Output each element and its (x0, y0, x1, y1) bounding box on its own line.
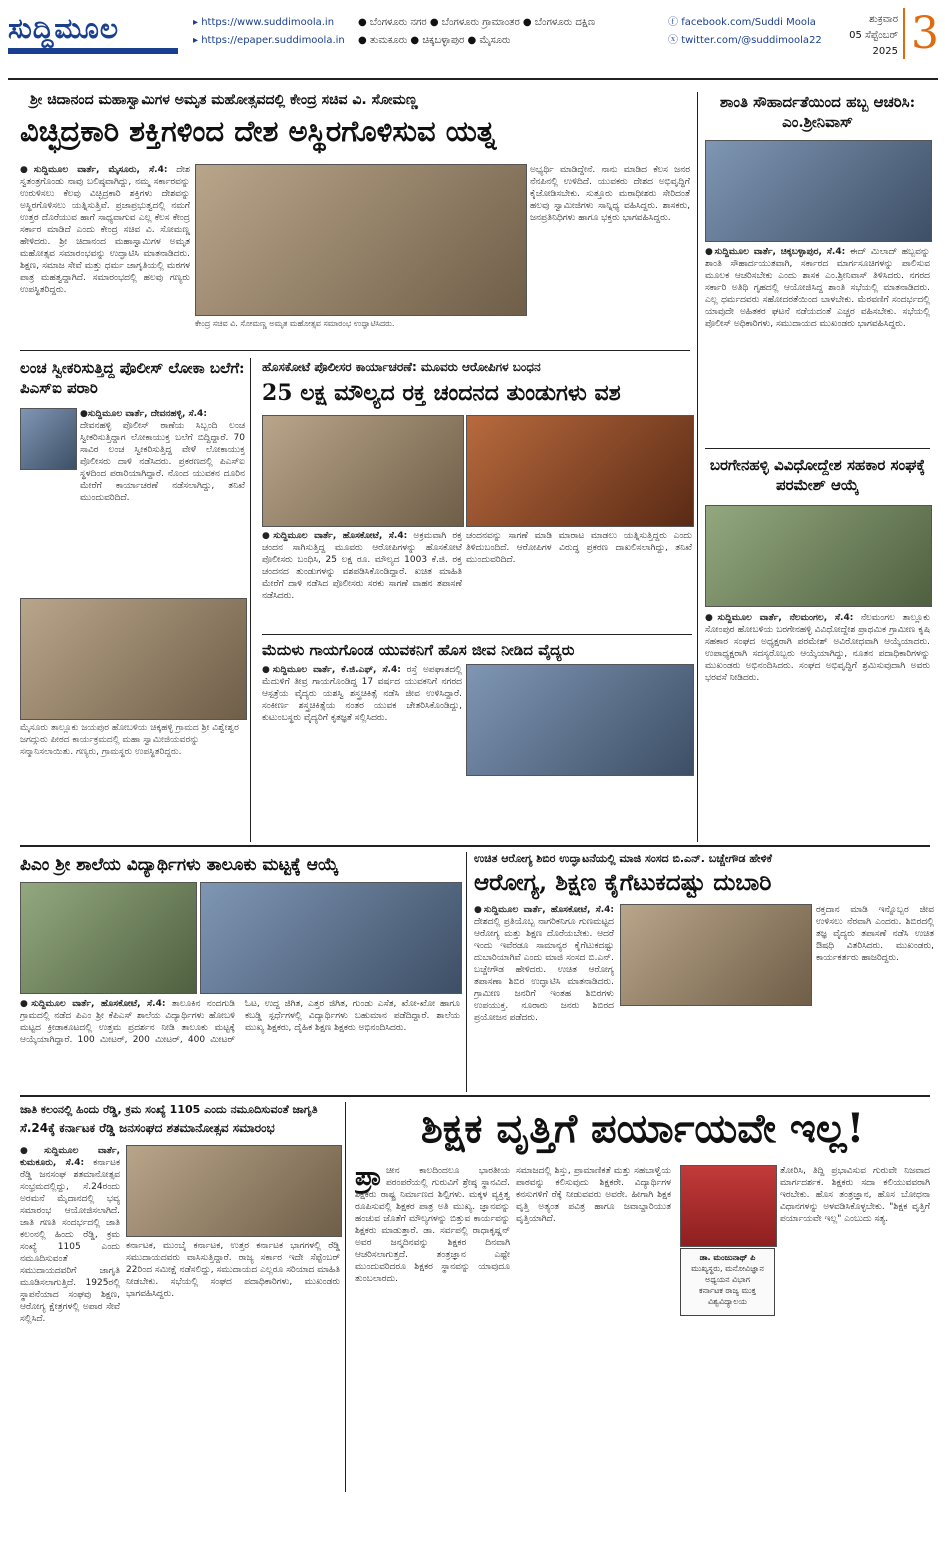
mysore-event-caption: ಮೈಸೂರು ತಾಲ್ಲೂಕು ಜಯಪುರ ಹೋಬಳಿಯ ಚಿಕ್ಕಹಳ್ಳಿ ಗ್ರಾಮದ ಶ್ರೀ ವಿಶ್ವೇಶ್ವರ ಜಗದ್ಗುರು ಪೀಠದ ಕಾರ್ಯಕ್ರಮದಲ್ಲಿ ಮಹಾ ಸ್ವಾಮೀಜಿಯವರನ್ನು ಸನ್ಮಾನಿಸಲಾಯಿತು. ಗಣ್ಯರು, ಗ್ರಾಮಸ್ಥರು ಉಪಸ್ಥಿತರಿದ್ದರು. (20, 723, 239, 757)
doctor-patient-photo (466, 664, 694, 776)
bribe-dateline: ●ಸುದ್ದಿಮೂಲ ವಾರ್ತೆ, ದೇವನಹಳ್ಳಿ, ಸೆ.4: (80, 409, 207, 419)
regions-line-1: ● ಬೆಂಗಳೂರು ನಗರ ● ಬೆಂಗಳೂರು ಗ್ರಾಮಾಂತರ ● ಬೆಂಗಳೂರು ದಕ್ಷಿಣ (358, 17, 596, 28)
srinivas-body (705, 246, 930, 442)
somanna-text: ದೇಶ ಸ್ವತಂತ್ರಗೊಂಡು ನಾವು ಬಲಿಷ್ಠವಾಗಿದ್ದು, ನಮ್ಮ ಸರ್ಕಾರವನ್ನು ಉರುಳಿಸಲು ಕೆಲವು ವಿಚ್ಛಿದ್ರಕಾರಿ ಶಕ್ತಿಗಳು ದೇಶವನ್ನು ಅಸ್ಥಿರಗೊಳಿಸಲು ಯತ್ನಿಸುತ್ತಿವೆ. ಪ್ರಜಾಪ್ರಭುತ್ವದಲ್ಲಿ ನಮಗೆ ಉತ್ತರ ದೊರೆಯುವ ಹಾಗೆ ಸಾಧ್ಯವಾಗುವ ಎಲ್ಲ ಕೆಲಸ ಕೇಂದ್ರ ಸರ್ಕಾರ ಮಾಡಿದೆ ಎಂದು ಕೇಂದ್ರ ಸಚಿವ ವಿ. ಸೋಮಣ್ಣ ಹೇಳಿದರು. ಶ್ರೀ ಚಿದಾನಂದ ಮಹಾಸ್ವಾಮಿಗಳ ಅಮೃತ ಮಹೋತ್ಸವ ಸಮಾರಂಭವನ್ನು ಉದ್ಘಾಟಿಸಿ ಮಾತನಾಡಿದರು. ಶಿಕ್ಷಣ, ಸಮಾಜ ಸೇವೆ ಮತ್ತು ಧರ್ಮ ಜಾಗೃತಿಯಲ್ಲಿ ಮಠಗಳ ಪಾತ್ರ ಮಹತ್ವದ್ದಾಗಿದೆ. ಸಮಾರಂಭದಲ್ಲಿ ಹಲವು ಗಣ್ಯರು ಉಪಸ್ಥಿತರಿದ್ದರು. (20, 165, 190, 295)
health-camp-photo (620, 904, 812, 1006)
divider (20, 1095, 930, 1097)
author-role-3: ಕರ್ನಾಟಕ ರಾಜ್ಯ ಮುಕ್ತ ವಿಶ್ವವಿದ್ಯಾಲಯ (699, 1286, 756, 1306)
logo-underline (8, 48, 178, 54)
srinivas-headline: ಶಾಂತಿ ಸೌಹಾರ್ದತೆಯಿಂದ ಹಬ್ಬ ಆಚರಿಸಿ: ಎಂ.ಶ್ರೀನಿವಾಸ್ (719, 93, 916, 131)
somanna-body-col2: ಅಭ್ಯರ್ಥಿ ಮಾಡಿದ್ದೇನೆ. ನಾನು ಮಾಡಿದ ಕೆಲಸ ಜನರ ನೆನಪಿನಲ್ಲಿ ಉಳಿದಿದೆ. ಯುವಕರು ದೇಶದ ಅಭಿವೃದ್ಧಿಗೆ ಕೈಜೋಡಿಸಬೇಕು. ಸುತ್ತೂರು ಮಠಾಧೀಶರು ಸೇರಿದಂತೆ ಹಲವು ಸ್ವಾಮೀಜಿಗಳು ಸಾನ್ನಿಧ್ಯ ವಹಿಸಿದ್ದರು. ಶಾಸಕರು, ಜನಪ್ರತಿನಿಧಿಗಳು ಹಾಗೂ ಭಕ್ತರು ಭಾಗವಹಿಸಿದ್ದರು. (530, 165, 690, 223)
epaper-link[interactable]: https://epaper.suddimoola.in (201, 35, 345, 46)
reddy-kicker-2: ಸೆ.24ಕ್ಕೆ ಕರ್ನಾಟಕ ರೆಡ್ಡಿ ಜನಸಂಘದ ಶತಮಾನೋತ್ಸವ ಸಮಾರಂಭ (20, 1121, 275, 1135)
somanna-photo (195, 164, 527, 316)
pacs-headline: ಬರಗೇನಹಳ್ಳಿ ವಿವಿಧೋದ್ದೇಶ ಸಹಕಾರ ಸಂಘಕ್ಕೆ ಪರಮೇಶ್ ಆಯ್ಕೆ (709, 456, 926, 494)
mysore-event-photo (20, 598, 247, 720)
sandalwood-body-col2: ಚಂದನವನ್ನು ಸಾಗಣೆ ಮಾಡಿ ಮಾರಾಟ ಮಾಡಲು ಯತ್ನಿಸುತ್ತಿದ್ದರು ಎಂದು ತಿಳಿದುಬಂದಿದೆ. ಆರೋಪಿಗಳ ವಿರುದ್ಧ ಪ್ರಕರಣ ದಾಖಲಿಸಲಾಗಿದ್ದು, ತನಿಖೆ ಮುಂದುವರಿದಿದೆ. (466, 531, 692, 565)
srinivas-text: ಈದ್ ಮಿಲಾದ್ ಹಬ್ಬವನ್ನು ಶಾಂತಿ ಸೌಹಾರ್ದಯುತವಾಗಿ, ಸರ್ಕಾರದ ಮಾರ್ಗಸೂಚಿಗಳನ್ನು ಪಾಲಿಸುವ ಮೂಲಕ ಆಚರಿಸಬೇಕು ಎಂದು ಶಾಸಕ ಎಂ.ಶ್ರೀನಿವಾಸ್ ತಿಳಿಸಿದರು. ನಗರದ ಸರ್ಕಾರಿ ಅತಿಥಿ ಗೃಹದಲ್ಲಿ ಆಯೋಜಿಸಿದ್ದ ಶಾಂತಿ ಸಭೆಯಲ್ಲಿ ಮಾತನಾಡಿದರು. ಎಲ್ಲ ಧರ್ಮದವರು ಸಹೋದರತೆಯಿಂದ ಬಾಳಬೇಕು. ಮೆರವಣಿಗೆ ಸಂದರ್ಭದಲ್ಲಿ ಯಾವುದೇ ಅಹಿತಕರ ಘಟನೆ ನಡೆಯದಂತೆ ಎಚ್ಚರ ವಹಿಸಬೇಕು. ಸಭೆಯಲ್ಲಿ ಪೊಲೀಸ್ ಅಧಿಕಾರಿಗಳು, ಸಮುದಾಯದ ಮುಖಂಡರು ಭಾಗವಹಿಸಿದ್ದರು. (705, 247, 930, 329)
teacher-headline: ಶಿಕ್ಷಕ ವೃತ್ತಿಗೆ ಪರ್ಯಾಯವೇ ಇಲ್ಲ! (420, 1105, 865, 1152)
date-block (823, 12, 898, 60)
bribe-text: ದೇವನಹಳ್ಳಿ ಪೊಲೀಸ್ ಠಾಣೆಯ ಸಿಬ್ಬಂದಿ ಲಂಚ ಸ್ವೀಕರಿಸುತ್ತಿದ್ದಾಗ ಲೋಕಾಯುಕ್ತ ಬಲೆಗೆ ಬಿದ್ದಿದ್ದಾರೆ. 70 ಸಾವಿರ ಲಂಚ ಸ್ವೀಕರಿಸುತ್ತಿದ್ದ ವೇಳೆ ಲೋಕಾಯುಕ್ತ ಪೊಲೀಸರು ದಾಳಿ ನಡೆಸಿದರು. ಪ್ರಕರಣದಲ್ಲಿ ಪಿಎಸ್‌ಐ ಸ್ಥಳದಿಂದ ಪರಾರಿಯಾಗಿದ್ದಾರೆ. ನೊಂದ ಯುವಕನ ದೂರಿನ ಮೇರೆಗೆ ಕಾರ್ಯಾಚರಣೆ ನಡೆಸಲಾಗಿದ್ದು, ತನಿಖೆ ಮುಂದುವರಿದಿದೆ. (80, 421, 245, 503)
regions-line-2: ● ತುಮಕೂರು ● ಚಿಕ್ಕಬಳ್ಳಾಪುರ ● ಮೈಸೂರು (358, 35, 511, 46)
somanna-headline: ವಿಚ್ಛಿದ್ರಕಾರಿ ಶಕ್ತಿಗಳಿಂದ ದೇಶ ಅಸ್ಥಿರಗೊಳಿಸುವ ಯತ್ನ (20, 114, 497, 148)
pacs-dateline: ●ಸುದ್ದಿಮೂಲ ವಾರ್ತೆ, ನೆಲಮಂಗಲ, ಸೆ.4: (705, 613, 854, 623)
facebook-icon: ⓕ (668, 17, 682, 28)
newspaper-logo: ಸುದ್ದಿಮೂಲ (8, 12, 120, 45)
sandalwood-kicker: ಹೊಸಕೋಟೆ ಪೊಲೀಸರ ಕಾರ್ಯಾಚರಣೆ: ಮೂವರು ಆರೋಪಿಗಳ ಬಂಧನ (262, 360, 541, 374)
sandalwood-dateline: ●ಸುದ್ದಿಮೂಲ ವಾರ್ತೆ, ಹೊಸಕೋಟೆ, ಸೆ.4: (262, 531, 408, 541)
pmshri-photo-girls (20, 882, 197, 994)
author-role-1: ಮುಖ್ಯಸ್ಥರು, ಮನೋವಿಜ್ಞಾನ (691, 1264, 764, 1273)
somanna-dateline: ●ಸುದ್ದಿಮೂಲ ವಾರ್ತೆ, ಮೈಸೂರು, ಸೆ.4: (20, 165, 168, 175)
pacs-photo (705, 505, 932, 607)
column-divider (345, 1102, 346, 1492)
teacher-body-col2: ಸಮಾಜದಲ್ಲಿ ಶಿಸ್ತು, ಪ್ರಾಮಾಣಿಕತೆ ಮತ್ತು ಸಹಬಾಳ್ವೆಯ ಪಾಠವನ್ನು ಕಲಿಸುವುದು ಶಿಕ್ಷಕರೇ. ವಿದ್ಯಾರ್ಥಿಗಳ ಕನಸುಗಳಿಗೆ ರೆಕ್ಕೆ ನೀಡುವವರು ಅವರೇ. ಹೀಗಾಗಿ ಶಿಕ್ಷಕ ವೃತ್ತಿ ಅತ್ಯಂತ ಪವಿತ್ರ ಹಾಗೂ ಜವಾಬ್ದಾರಿಯುತ ವೃತ್ತಿಯಾಗಿದೆ. (516, 1166, 671, 1224)
health-headline: ಆರೋಗ್ಯ, ಶಿಕ್ಷಣ ಕೈಗೆಟುಕದಷ್ಟು ದುಬಾರಿ (474, 869, 772, 896)
author-name: ಡಾ. ಮಂಜುನಾಥ್ ಪಿ (699, 1253, 756, 1262)
pmshri-photo-boys (200, 882, 462, 994)
doctor-body (262, 664, 462, 839)
website-link[interactable]: https://www.suddimoola.in (201, 17, 335, 28)
social-links (668, 14, 822, 50)
reddy-body-col2: ಕರ್ನಾಟಕ, ಮುಂಬೈ ಕರ್ನಾಟಕ, ಉತ್ತರ ಕರ್ನಾಟಕ ಭಾಗಗಳಲ್ಲಿ ರೆಡ್ಡಿ ಸಮುದಾಯದವರು ವಾಸಿಸುತ್ತಿದ್ದಾರೆ. ರಾಜ್ಯ ಸರ್ಕಾರ ಇದೇ ಸೆಪ್ಟೆಂಬರ್ 22ರಿಂದ ಸಮೀಕ್ಷೆ ನಡೆಸಲಿದ್ದು, ಸಮುದಾಯದ ಎಲ್ಲರೂ ಸರಿಯಾದ ಮಾಹಿತಿ ನೀಡಬೇಕು. ಸಭೆಯಲ್ಲಿ ಸಂಘದ ಪದಾಧಿಕಾರಿಗಳು, ಮುಖಂಡರು ಭಾಗವಹಿಸಿದ್ದರು. (126, 1241, 340, 1299)
author-byline (680, 1248, 775, 1316)
reddy-text: ಕರ್ನಾಟಕ ರೆಡ್ಡಿ ಜನಸಂಘ ಶತಮಾನೋತ್ಸವ ಸಂಭ್ರಮದಲ್ಲಿದ್ದು, ಸೆ.24ರಂದು ಅರಮನೆ ಮೈದಾನದಲ್ಲಿ ಭವ್ಯ ಸಮಾರಂಭ ಆಯೋಜಿಸಲಾಗಿದೆ. ಜಾತಿ ಗಣತಿ ಸಂದರ್ಭದಲ್ಲಿ ಜಾತಿ ಕಲಂನಲ್ಲಿ ಹಿಂದು ರೆಡ್ಡಿ, ಕ್ರಮ ಸಂಖ್ಯೆ 1105 ಎಂದು ನಮೂದಿಸುವಂತೆ ಸಮುದಾಯದವರಿಗೆ ಜಾಗೃತಿ ಮೂಡಿಸಲಾಗುತ್ತಿದೆ. 1925ರಲ್ಲಿ ಸ್ಥಾಪನೆಯಾದ ಸಂಘವು ಶಿಕ್ಷಣ, ಆರೋಗ್ಯ ಕ್ಷೇತ್ರಗಳಲ್ಲಿ ಅಪಾರ ಸೇವೆ ಸಲ್ಲಿಸಿದೆ. (20, 1158, 120, 1324)
pacs-text: ನೆಲಮಂಗಲ ತಾಲ್ಲೂಕು ಸೋಂಪುರ ಹೋಬಳಿಯ ಬರಗೇನಹಳ್ಳಿ ವಿವಿಧೋದ್ದೇಶ ಪ್ರಾಥಮಿಕ ಗ್ರಾಮೀಣ ಕೃಷಿ ಸಹಕಾರ ಸಂಘದ ಅಧ್ಯಕ್ಷರಾಗಿ ಪರಮೇಶ್ ಅವಿರೋಧವಾಗಿ ಆಯ್ಕೆಯಾದರು. ಉಪಾಧ್ಯಕ್ಷರಾಗಿ ಸದಸ್ಯರೊಬ್ಬರು ಆಯ್ಕೆಯಾಗಿದ್ದು, ನೂತನ ಪದಾಧಿಕಾರಿಗಳನ್ನು ಮುಖಂಡರು ಅಭಿನಂದಿಸಿದರು. ಸಂಘದ ಅಭಿವೃದ್ಧಿಗೆ ಶ್ರಮಿಸುವುದಾಗಿ ಅವರು ಭರವಸೆ ನೀಡಿದರು. (705, 613, 930, 683)
globe-icon: ▸ (193, 17, 202, 28)
doctor-dateline: ●ಸುದ್ದಿಮೂಲ ವಾರ್ತೆ, ಕೆ.ಜಿ.ಎಫ್, ಸೆ.4: (262, 665, 401, 675)
srinivas-dateline: ●ಸುದ್ದಿಮೂಲ ವಾರ್ತೆ, ಚಿಕ್ಕಬಳ್ಳಾಪುರ, ಸೆ.4: (705, 247, 846, 257)
doctor-headline: ಮೆದುಳು ಗಾಯಗೊಂಡ ಯುವಕನಿಗೆ ಹೊಸ ಜೀವ ನೀಡಿದ ವೈದ್ಯರು (262, 641, 575, 659)
column-divider (697, 92, 698, 842)
author-photo (680, 1165, 777, 1247)
edition-regions (358, 14, 595, 50)
health-kicker: ಉಚಿತ ಆರೋಗ್ಯ ಶಿಬಿರ ಉದ್ಘಾಟನೆಯಲ್ಲಿ ಮಾಜಿ ಸಂಸದ ಬಿ.ಎನ್. ಬಚ್ಚೇಗೌಡ ಹೇಳಿಕೆ (474, 852, 772, 865)
pmshri-dateline: ●ಸುದ್ದಿಮೂಲ ವಾರ್ತೆ, ಹೊಸಕೋಟೆ, ಸೆ.4: (20, 999, 166, 1009)
pmshri-headline: ಪಿಎಂ ಶ್ರೀ ಶಾಲೆಯ ವಿದ್ಯಾರ್ಥಿಗಳು ತಾಲೂಕು ಮಟ್ಟಕ್ಕೆ ಆಯ್ಕೆ (20, 855, 339, 875)
doctor-text: ರಸ್ತೆ ಅಪಘಾತದಲ್ಲಿ ಮೆದುಳಿಗೆ ತೀವ್ರ ಗಾಯಗೊಂಡಿದ್ದ 17 ವರ್ಷದ ಯುವಕನಿಗೆ ನಗರದ ಆಸ್ಪತ್ರೆಯ ವೈದ್ಯರು ಯಶಸ್ವಿ ಶಸ್ತ್ರಚಿಕಿತ್ಸೆ ನಡೆಸಿ ಜೀವ ಉಳಿಸಿದ್ದಾರೆ. ಸಂಕೀರ್ಣ ಶಸ್ತ್ರಚಿಕಿತ್ಸೆಯ ನಂತರ ಯುವಕ ಚೇತರಿಸಿಕೊಂಡಿದ್ದು, ಕುಟುಂಬಸ್ಥರು ವೈದ್ಯರಿಗೆ ಕೃತಜ್ಞತೆ ಸಲ್ಲಿಸಿದರು. (262, 665, 462, 723)
masthead (8, 6, 938, 80)
somanna-photo-caption: ಕೇಂದ್ರ ಸಚಿವ ವಿ. ಸೋಮಣ್ಣ ಅಮೃತ ಮಹೋತ್ಸವ ಸಮಾರಂಭ ಉದ್ಘಾಟಿಸಿದರು. (195, 319, 395, 328)
health-dateline: ●ಸುದ್ದಿಮೂಲ ವಾರ್ತೆ, ಹೊಸಕೋಟೆ, ಸೆ.4: (474, 905, 614, 915)
globe-icon: ▸ (193, 35, 202, 46)
teacher-text: ಚೀನ ಕಾಲದಿಂದಲೂ ಭಾರತೀಯ ಪರಂಪರೆಯಲ್ಲಿ ಗುರುವಿಗೆ ಶ್ರೇಷ್ಠ ಸ್ಥಾನವಿದೆ. ಶಿಕ್ಷಕರು ರಾಷ್ಟ್ರ ನಿರ್ಮಾಣದ ಶಿಲ್ಪಿಗಳು. ಮಕ್ಕಳ ವ್ಯಕ್ತಿತ್ವ ರೂಪಿಸುವಲ್ಲಿ ಶಿಕ್ಷಕರ ಪಾತ್ರ ಅತಿ ಮುಖ್ಯ. ಜ್ಞಾನವನ್ನು ಹಂಚುವ ಜೊತೆಗೆ ಮೌಲ್ಯಗಳನ್ನು ಬಿತ್ತುವ ಕಾರ್ಯವನ್ನು ಶಿಕ್ಷಕರು ಮಾಡುತ್ತಾರೆ. ಡಾ. ಸರ್ವಪಲ್ಲಿ ರಾಧಾಕೃಷ್ಣನ್ ಅವರ ಜನ್ಮದಿನವನ್ನು ಶಿಕ್ಷಕರ ದಿನವಾಗಿ ಆಚರಿಸಲಾಗುತ್ತದೆ. ತಂತ್ರಜ್ಞಾನ ಎಷ್ಟೇ ಮುಂದುವರಿದರೂ ಶಿಕ್ಷಕರ ಸ್ಥಾನವನ್ನು ಯಾವುದೂ ತುಂಬಲಾರದು. (355, 1166, 510, 1284)
bribe-headline: ಲಂಚ ಸ್ವೀಕರಿಸುತ್ತಿದ್ದ ಪೊಲೀಸ್ ಲೋಕಾ ಬಲೆಗೆ: ಪಿಎಸ್‌ಐ ಪರಾರಿ (20, 359, 245, 397)
reddy-meeting-photo (126, 1145, 342, 1237)
health-body (474, 904, 614, 1089)
divider (20, 845, 930, 847)
column-divider (466, 852, 467, 1092)
somanna-body (20, 164, 190, 344)
divider (705, 448, 930, 449)
weekday: ಶುಕ್ರವಾರ (869, 14, 898, 25)
pacs-body (705, 612, 930, 837)
sandalwood-body (262, 530, 462, 630)
issue-date: 05 ಸೆಪ್ಟೆಂಬರ್ 2025 (849, 30, 898, 57)
twitter-link[interactable]: twitter.com/@suddimoola22 (681, 35, 822, 46)
sandalwood-headline: 25 ಲಕ್ಷ ಮೌಲ್ಯದ ರಕ್ತ ಚಂದನದ ತುಂಡುಗಳು ವಶ (262, 380, 621, 406)
divider (262, 634, 692, 635)
facebook-link[interactable]: facebook.com/Suddi Moola (681, 17, 816, 28)
pmshri-text: ತಾಲೂಕಿನ ನಂದಗುಡಿ ಗ್ರಾಮದಲ್ಲಿ ನಡೆದ ಪಿಎಂ ಶ್ರೀ ಕೆಪಿಎಸ್ ಶಾಲೆಯ ವಿದ್ಯಾರ್ಥಿಗಳು ಹೋಬಳಿ ಮಟ್ಟದ ಕ್ರೀಡಾಕೂಟದಲ್ಲಿ ಉತ್ತಮ ಪ್ರದರ್ಶನ ನೀಡಿ ತಾಲೂಕು ಮಟ್ಟಕ್ಕೆ ಆಯ್ಕೆಯಾಗಿದ್ದಾರೆ. 100 ಮೀಟರ್, 200 ಮೀಟರ್, 400 ಮೀಟರ್ ಓಟ, ಉದ್ದ ಜಿಗಿತ, ಎತ್ತರ ಜಿಗಿತ, ಗುಂಡು ಎಸೆತ, ಖೋ-ಖೋ ಹಾಗೂ ಕಬಡ್ಡಿ ಸ್ಪರ್ಧೆಗಳಲ್ಲಿ ವಿದ್ಯಾರ್ಥಿಗಳು ಬಹುಮಾನ ಪಡೆದಿದ್ದಾರೆ. ಶಾಲೆಯ ಮುಖ್ಯ ಶಿಕ್ಷಕರು, ದೈಹಿಕ ಶಿಕ್ಷಣ ಶಿಕ್ಷಕರು ಅಭಿನಂದಿಸಿದರು. (20, 999, 460, 1045)
reddy-body (20, 1145, 120, 1490)
author-role-2: ಅಧ್ಯಯನ ವಿಭಾಗ (705, 1275, 750, 1284)
teacher-dropcap: ಪ್ರಾ (355, 1165, 382, 1192)
sandalwood-text: ಅಕ್ರಮವಾಗಿ ರಕ್ತ ಚಂದನ ಸಾಗಿಸುತ್ತಿದ್ದ ಮೂವರು ಆರೋಪಿಗಳನ್ನು ಹೊಸಕೋಟೆ ಪೊಲೀಸರು ಬಂಧಿಸಿ, 25 ಲಕ್ಷ ರೂ. ಮೌಲ್ಯದ 1003 ಕೆ.ಜಿ. ರಕ್ತ ಚಂದನದ ತುಂಡುಗಳನ್ನು ವಶಪಡಿಸಿಕೊಂಡಿದ್ದಾರೆ. ಖಚಿತ ಮಾಹಿತಿ ಮೇರೆಗೆ ದಾಳಿ ನಡೆಸಿದ ಪೊಲೀಸರು ಸರಕು ಸಾಗಣೆ ವಾಹನ ತಪಾಸಣೆ ನಡೆಸಿದರು. (262, 531, 462, 601)
sandalwood-police-photo (262, 415, 464, 527)
somanna-kicker: ಶ್ರೀ ಚಿದಾನಂದ ಮಹಾಸ್ವಾಮಿಗಳ ಅಮೃತ ಮಹೋತ್ಸವದಲ್ಲಿ ಕೇಂದ್ರ ಸಚಿವ ವಿ. ಸೋಮಣ್ಣ (30, 92, 418, 108)
pmshri-body (20, 998, 460, 1088)
column-divider (250, 358, 251, 842)
teacher-body-col3: ತೋರಿಸಿ, ತಿದ್ದಿ ಪ್ರಭಾವಿಸುವ ಗುರುವೇ ನಿಜವಾದ ಮಾರ್ಗದರ್ಶಕ. ಶಿಕ್ಷಕರು ಸದಾ ಕಲಿಯುವವರಾಗಿ ಇರಬೇಕು. ಹೊಸ ತಂತ್ರಜ್ಞಾನ, ಹೊಸ ಬೋಧನಾ ವಿಧಾನಗಳನ್ನು ಅಳವಡಿಸಿಕೊಳ್ಳಬೇಕು. "ಶಿಕ್ಷಕ ವೃತ್ತಿಗೆ ಪರ್ಯಾಯವೇ ಇಲ್ಲ" ಎಂಬುದು ಸತ್ಯ. (780, 1166, 930, 1224)
twitter-icon: ⓧ (668, 35, 682, 46)
divider (20, 350, 690, 351)
teacher-body (355, 1165, 510, 1490)
reddy-kicker: ಜಾತಿ ಕಲಂನಲ್ಲಿ ಹಿಂದು ರೆಡ್ಡಿ, ಕ್ರಮ ಸಂಖ್ಯೆ 1105 ಎಂದು ನಮೂದಿಸುವಂತೆ ಜಾಗೃತಿ (20, 1103, 318, 1116)
srinivas-photo (705, 140, 932, 242)
sandalwood-logs-photo (466, 415, 694, 527)
reddy-dateline: ●ಸುದ್ದಿಮೂಲ ವಾರ್ತೆ, ಕುಮಕೂರು, ಸೆ.4: (20, 1146, 120, 1168)
masthead-urls (193, 14, 345, 50)
health-body-col2: ರಕ್ತದಾನ ಮಾಡಿ ಇನ್ನೊಬ್ಬರ ಜೀವ ಉಳಿಸಲು ನೆರವಾಗಿ ಎಂದರು. ಶಿಬಿರದಲ್ಲಿ ತಜ್ಞ ವೈದ್ಯರು ತಪಾಸಣೆ ನಡೆಸಿ ಉಚಿತ ಔಷಧಿ ವಿತರಿಸಿದರು. ಮುಖಂಡರು, ಕಾರ್ಯಕರ್ತರು ಹಾಜರಿದ್ದರು. (816, 905, 934, 963)
page-number: 3 (903, 8, 939, 59)
health-text: ದೇಶದಲ್ಲಿ ಪ್ರತಿಯೊಬ್ಬ ನಾಗರಿಕನಿಗೂ ಗುಣಮಟ್ಟದ ಆರೋಗ್ಯ ಮತ್ತು ಶಿಕ್ಷಣ ದೊರೆಯಬೇಕು. ಆದರೆ ಇಂದು ಇವೆರಡೂ ಸಾಮಾನ್ಯರ ಕೈಗೆಟುಕದಷ್ಟು ದುಬಾರಿಯಾಗಿವೆ ಎಂದು ಮಾಜಿ ಸಂಸದ ಬಿ.ಎನ್. ಬಚ್ಚೇಗೌಡ ಹೇಳಿದರು. ಉಚಿತ ಆರೋಗ್ಯ ತಪಾಸಣಾ ಶಿಬಿರ ಉದ್ಘಾಟಿಸಿ ಮಾತನಾಡಿದರು. ಗ್ರಾಮೀಣ ಜನರಿಗೆ ಇಂತಹ ಶಿಬಿರಗಳು ಉಪಯುಕ್ತ. ನೂರಾರು ಜನರು ಶಿಬಿರದ ಪ್ರಯೋಜನ ಪಡೆದರು. (474, 917, 614, 1023)
bribe-body (20, 408, 245, 593)
